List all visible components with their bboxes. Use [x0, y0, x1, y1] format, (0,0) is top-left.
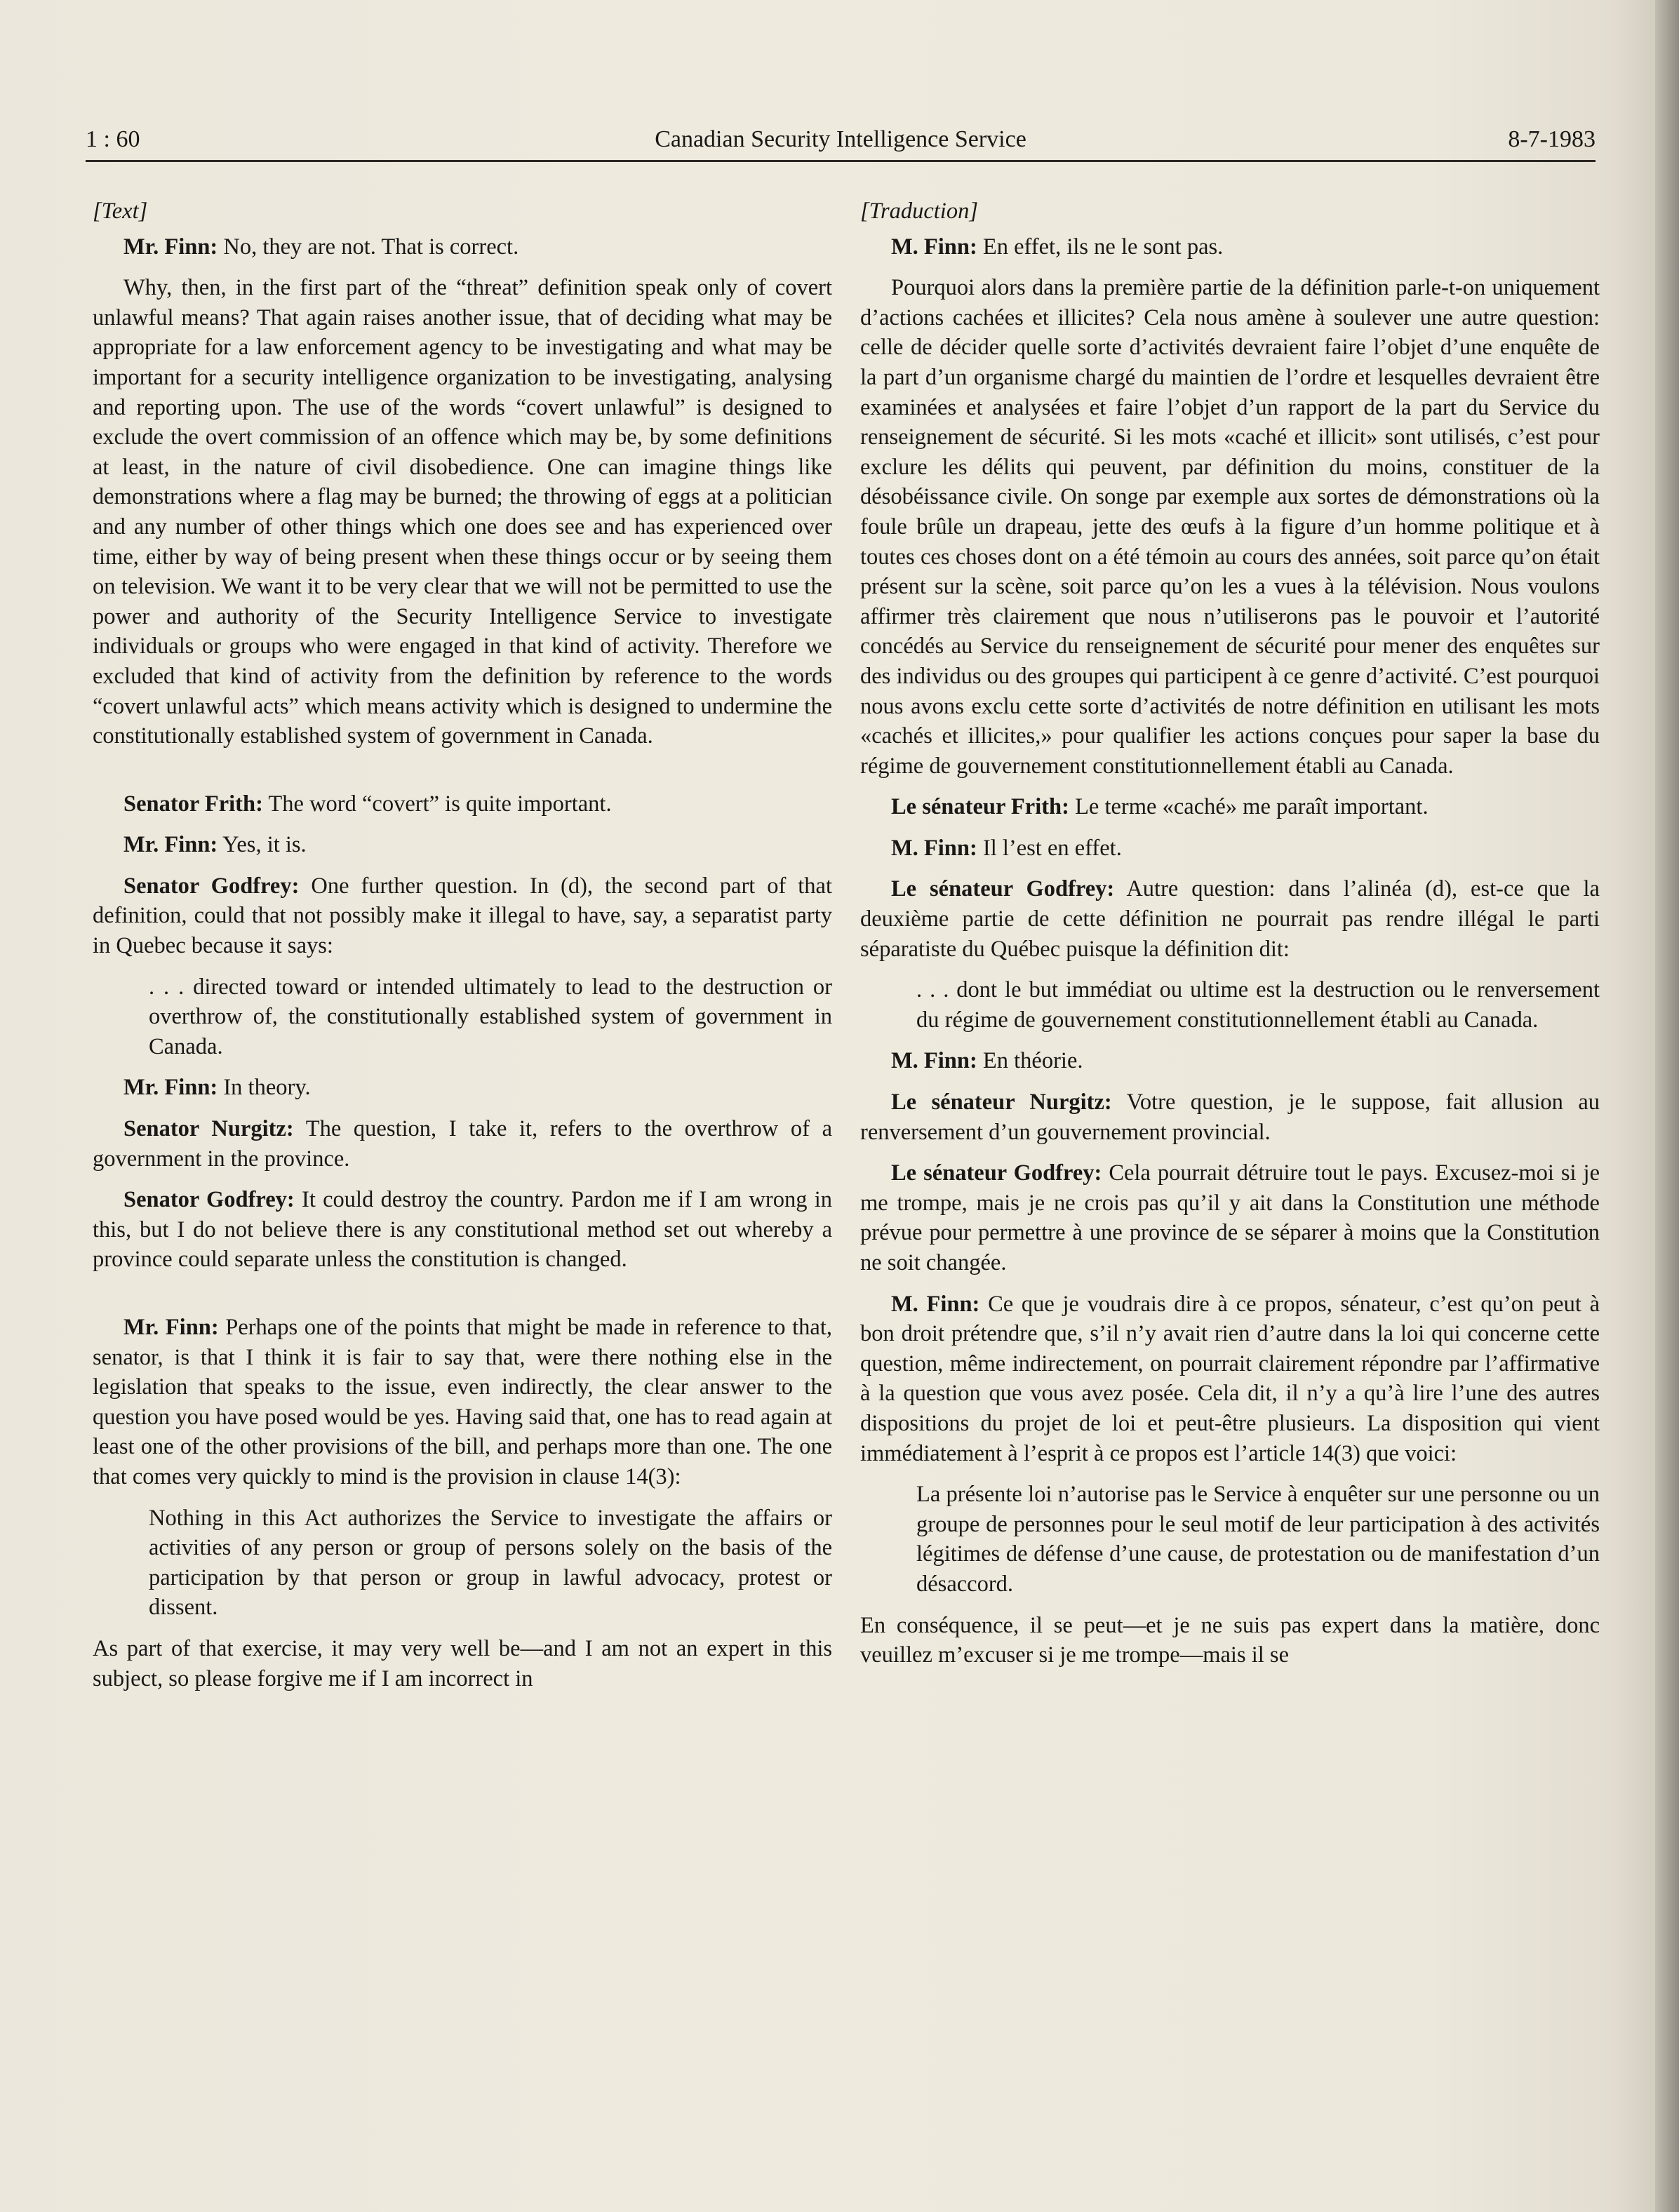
header-date: 8-7-1983	[1508, 126, 1596, 152]
speaker-name: Le sénateur Godfrey:	[891, 876, 1115, 902]
speaker-name: M. Finn:	[891, 1291, 980, 1317]
speaker-name: Mr. Finn:	[123, 1075, 218, 1101]
paragraph: M. Finn: En théorie.	[891, 1048, 1083, 1074]
paragraph: Senator Godfrey: It could destroy the country. Pardon me if I am wrong in this, but I do not believe there is any constitutional method set out whereby a province could separate unless the constitution is changed.	[93, 1187, 833, 1273]
block-quote: Nothing in this Act authorizes the Service to investigate the affairs or activities of any person or group of persons solely on the basis of the participation by that person or group in lawful advocacy, protest or dissent.	[149, 1505, 832, 1621]
speaker-name: M. Finn:	[891, 234, 977, 260]
speaker-name: Mr. Finn:	[123, 234, 218, 260]
header-title: Canadian Security Intelligence Service	[655, 126, 1026, 152]
block-quote: . . . dont le but immédiat ou ultime est la destruction ou le renversement du régime de gouvernement constitutionnellement établi au Canada.	[916, 977, 1600, 1033]
speaker-name: Mr. Finn:	[123, 1315, 219, 1340]
running-header	[86, 123, 1596, 162]
section-tag: [Traduction]	[860, 199, 978, 224]
paragraph: En conséquence, il se peut—et je ne suis pas expert dans la matière, donc veuillez m’excuser si je me trompe—mais il se	[860, 1612, 1600, 1668]
speaker-name: M. Finn:	[891, 835, 977, 861]
french-column	[860, 196, 1600, 1682]
speaker-name: Mr. Finn:	[123, 832, 218, 858]
paragraph: Senator Nurgitz: The question, I take it, refers to the overthrow of a government in the province.	[93, 1116, 833, 1172]
speaker-name: Senator Godfrey:	[123, 873, 300, 899]
speaker-name: Senator Nurgitz:	[123, 1116, 294, 1142]
paragraph: Le sénateur Godfrey: Autre question: dans l’alinéa (d), est-ce que la deuxième partie de cette définition ne pourrait pas rendre illégal le parti séparatiste du Québec puisque la définition dit:	[860, 876, 1600, 962]
book-gutter	[1655, 0, 1679, 2212]
section-tag: [Text]	[93, 199, 148, 224]
speaker-name: Senator Godfrey:	[123, 1187, 295, 1213]
paragraph: Mr. Finn: No, they are not. That is correct.	[123, 234, 519, 260]
paragraph: Mr. Finn: In theory.	[123, 1075, 311, 1101]
paragraph: Le sénateur Nurgitz: Votre question, je le suppose, fait allusion au renversement d’un gouvernement provincial.	[860, 1090, 1600, 1145]
speaker-name: Senator Frith:	[123, 791, 263, 817]
paragraph: M. Finn: En effet, ils ne le sont pas.	[891, 234, 1224, 260]
paragraph: Senator Frith: The word “covert” is quite important.	[123, 791, 612, 817]
paragraph: Pourquoi alors dans la première partie de la définition parle-t-on uniquement d’actions cachées et illicites? Cela nous amène à soulever une autre question: celle de décider quelle sorte d’activités devraient faire l’objet d’une enquête de la part d’un organisme chargé du maintien de l’ordre et lesquelles devraient être examinées et analysées et faire l’objet d’un rapport de la part du Service du renseignement de sécurité. Si les mots «caché et illicit» sont utilisés, c’est pour exclure les délits qui peuvent, par définition du moins, constituer de la désobéissance civile. On songe par exemple aux sortes de démonstrations où la foule brûle un drapeau, jette des œufs à la figure d’un homme politique et à toutes ces choses dont on a été témoin au cours des années, soit parce qu’on était présent sur la scène, soit parce qu’on les a vues à la télévision. Nous voulons affirmer très clairement que nous n’utiliserons pas le pouvoir et l’autorité concédés au Service du renseignement de sécurité pour mener des enquêtes sur des individus ou des groupes qui participent à ce genre d’activité. C’est pourquoi nous avons exclu cette sorte d’activités de notre définition en utilisant les mots «cachés et illicites,» pour qualifier les actions conçues pour saper la base du régime de gouvernement constitutionnellement établi au Canada.	[860, 275, 1600, 779]
speaker-name: M. Finn:	[891, 1048, 977, 1074]
paragraph: M. Finn: Ce que je voudrais dire à ce propos, sénateur, c’est qu’on peut à bon droit prétendre que, s’il n’y avait rien d’autre dans la loi qui concerne cette question, même indirectement, on pourrait clairement répondre par l’affirmative à la question que vous avez posée. Cela dit, il n’y a qu’à lire l’une des autres dispositions du projet de loi et peut-être plusieurs. La disposition qui vient immédiatement à l’esprit à ce propos est l’article 14(3) que voici:	[860, 1291, 1600, 1466]
paragraph: Senator Godfrey: One further question. In (d), the second part of that definition, could that not possibly make it illegal to have, say, a separatist party in Quebec because it says:	[93, 873, 832, 959]
speaker-name: Le sénateur Nurgitz:	[891, 1090, 1112, 1115]
paragraph: Why, then, in the first part of the “threat” definition speak only of covert unlawful means? That again raises another issue, that of deciding what may be appropriate for a law enforcement agency to be investigating and what may be important for a security intelligence organization to be investigating, analysing and reporting upon. The use of the words “covert unlawful” is designed to exclude the overt commission of an offence which may be, by some definitions at least, in the nature of civil disobedience. One can imagine things like demonstrations where a flag may be burned; the throwing of eggs at a politician and any number of other things which one does see and has experienced over time, either by way of being present when these things occur or by seeing them on television. We want it to be very clear that we will not be permitted to use the power and authority of the Security Intelligence Service to investigate individuals or groups who were engaged in that kind of activity. Therefore we excluded that kind of activity from the definition by reference to the words “covert unlawful acts” which means activity which is designed to undermine the constitutionally established system of government in Canada.	[93, 275, 832, 749]
speaker-name: Le sénateur Frith:	[891, 794, 1069, 820]
paragraph: Le sénateur Godfrey: Cela pourrait détruire tout le pays. Excusez-moi si je me trompe, mais je ne crois pas qu’il y ait dans la Constitution une méthode prévue pour permettre à une province de se séparer à moins que la Constitution ne soit changée.	[860, 1160, 1600, 1275]
paragraph: Mr. Finn: Yes, it is.	[123, 832, 307, 858]
page-number: 1 : 60	[86, 126, 140, 152]
paragraph: M. Finn: Il l’est en effet.	[891, 835, 1122, 861]
paragraph: Mr. Finn: Perhaps one of the points that might be made in reference to that, senator, is that I think it is fair to say that, were there nothing else in the legislation that speaks to the issue, even indirectly, the clear answer to the question you have posed would be yes. Having said that, one has to read again at least one of the other provisions of the bill, and perhaps more than one. The one that comes very quickly to mind is the provision in clause 14(3):	[93, 1315, 832, 1489]
paragraph: Le sénateur Frith: Le terme «caché» me paraît important.	[891, 794, 1429, 820]
english-column	[93, 196, 832, 1705]
block-quote: . . . directed toward or intended ultimately to lead to the destruction or overthrow of, the constitutionally established system of government in Canada.	[149, 974, 832, 1059]
block-quote: La présente loi n’autorise pas le Service à enquêter sur une personne ou un groupe de personnes pour le seul motif de leur participation à des activités légitimes de défense d’une cause, de protestation ou de manifestation d’un désaccord.	[916, 1482, 1600, 1597]
speaker-name: Le sénateur Godfrey:	[891, 1160, 1102, 1186]
paragraph: As part of that exercise, it may very well be—and I am not an expert in this subject, so please forgive me if I am incorrect in	[93, 1635, 832, 1691]
